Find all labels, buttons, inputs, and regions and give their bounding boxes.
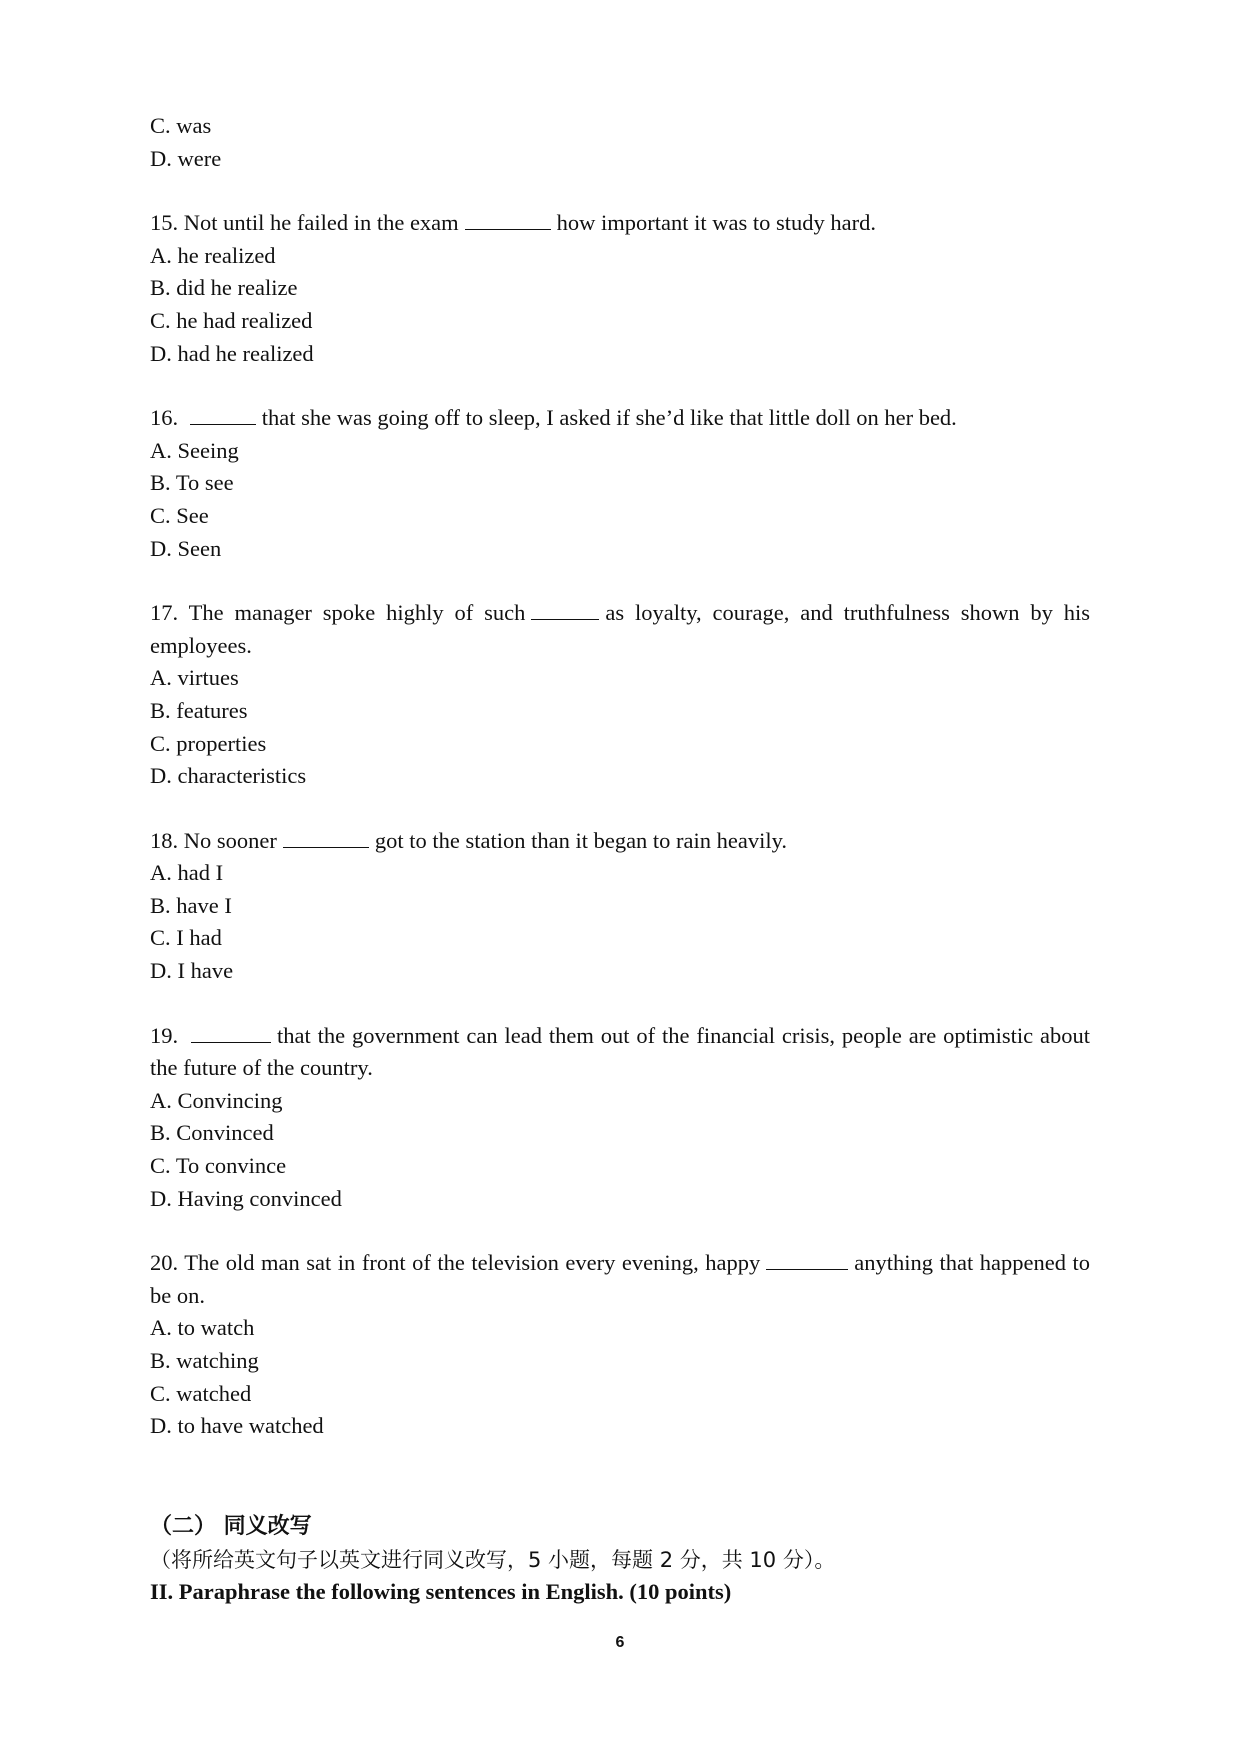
question-stem: [150, 402, 1090, 435]
option-c: C. he had realized: [150, 307, 313, 333]
question-text-before: Not until he failed in the exam: [183, 210, 459, 236]
question-text-after: anything that happened to be on.: [150, 1250, 1090, 1308]
question-stem: [150, 1247, 1090, 1312]
question-stem: [150, 597, 1090, 662]
answer-blank: [190, 402, 256, 425]
question-text-before: The manager spoke highly of such: [188, 600, 526, 626]
option-d: D. Having convinced: [150, 1185, 342, 1211]
option-c: C. watched: [150, 1380, 252, 1406]
section-heading: II. Paraphrase the following sentences in English. (10 points): [150, 1579, 732, 1604]
option-a: A. had I: [150, 860, 224, 886]
option-a: A. Convincing: [150, 1087, 283, 1113]
answer-blank: [465, 207, 551, 230]
option-c: C. I had: [150, 925, 222, 951]
question-number: 15.: [150, 210, 179, 236]
option-a: A. Seeing: [150, 437, 239, 463]
option-c: C. To convince: [150, 1153, 287, 1179]
question-number: 20.: [150, 1250, 179, 1276]
question-number: 19.: [150, 1022, 179, 1048]
question-text-after: as loyalty, courage, and truthfulness shown by his employees.: [150, 600, 1091, 658]
question-text-after: how important it was to study hard.: [556, 210, 877, 236]
answer-blank: [283, 825, 369, 848]
question-17: [150, 597, 1090, 793]
option-b: B. Convinced: [150, 1120, 274, 1146]
question-text-before: The old man sat in front of the television every evening, happy: [184, 1250, 761, 1276]
option-b: B. watching: [150, 1348, 259, 1373]
question-16: [150, 402, 1090, 565]
option-d: D. characteristics: [150, 763, 307, 789]
option: D. were: [150, 145, 222, 171]
answer-blank: [766, 1247, 848, 1270]
answer-blank: [191, 1020, 271, 1043]
option-d: D. to have watched: [150, 1413, 324, 1439]
section-title: （二） 同义改写: [150, 1514, 312, 1539]
question-text-after: got to the station than it began to rain heavily.: [374, 827, 788, 853]
option-d: D. had he realized: [150, 340, 314, 366]
carryover-options: [150, 110, 1090, 175]
question-text-after: that she was going off to sleep, I asked if she’d like that little doll on her bed.: [261, 405, 957, 431]
question-text-before: No sooner: [183, 827, 277, 853]
question-number: 18.: [150, 827, 179, 853]
option-a: A. he realized: [150, 242, 276, 268]
option-b: B. did he realize: [150, 275, 298, 301]
question-stem: [150, 1020, 1090, 1085]
question-text-after: that the government can lead them out of the financial crisis, people are optimistic about the future of the country.: [150, 1022, 1090, 1081]
question-19: [150, 1020, 1090, 1216]
section-instructions: （将所给英文句子以英文进行同义改写，5 小题，每题 2 分，共 10 分）。: [150, 1548, 836, 1572]
option-a: A. virtues: [150, 665, 239, 691]
question-stem: [150, 207, 1090, 240]
option-b: B. have I: [150, 892, 232, 918]
section-paraphrase: [150, 1510, 1090, 1608]
question-20: [150, 1247, 1090, 1443]
option-b: B. features: [150, 697, 248, 723]
exam-page: [150, 110, 1090, 1475]
option-c: C. See: [150, 502, 209, 528]
option-d: D. Seen: [150, 535, 222, 561]
option: C. was: [150, 113, 212, 138]
question-15: [150, 207, 1090, 370]
answer-blank: [531, 597, 599, 620]
option-c: C. properties: [150, 730, 267, 756]
option-b: B. To see: [150, 470, 234, 496]
page-number: 6: [615, 1634, 625, 1651]
question-number: 16.: [150, 405, 179, 431]
option-a: A. to watch: [150, 1315, 255, 1341]
question-18: [150, 825, 1090, 988]
question-stem: [150, 825, 1090, 858]
option-d: D. I have: [150, 958, 234, 984]
question-number: 17.: [150, 600, 179, 626]
